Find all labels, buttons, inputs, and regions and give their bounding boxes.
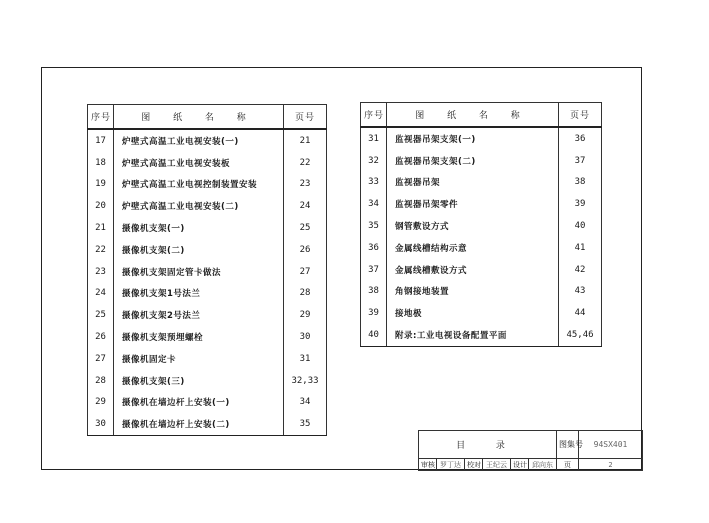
design-signature: 邱向东 [529, 459, 557, 471]
row-title: 钢管敷设方式 [387, 215, 559, 237]
row-num: 34 [361, 193, 387, 215]
row-num: 33 [361, 172, 387, 194]
row-num: 23 [88, 261, 114, 283]
row-page: 23 [284, 174, 327, 196]
title-block-title: 目 录 [419, 431, 557, 459]
review-label: 审核 [419, 459, 437, 471]
table-row [88, 392, 327, 414]
title-block [418, 430, 643, 471]
row-title: 摄像机支架(一) [114, 217, 284, 239]
row-num: 32 [361, 150, 387, 172]
row-num: 28 [88, 370, 114, 392]
table-row [88, 326, 327, 348]
row-page: 45,46 [559, 324, 602, 346]
row-num: 30 [88, 413, 114, 435]
row-page: 43 [559, 281, 602, 303]
check-label: 校对 [465, 459, 483, 471]
row-page: 41 [559, 237, 602, 259]
row-page: 27 [284, 261, 327, 283]
row-title: 金属线槽敷设方式 [387, 259, 559, 281]
table-header [361, 103, 602, 128]
row-num: 25 [88, 304, 114, 326]
row-page: 38 [559, 172, 602, 194]
row-page: 34 [284, 392, 327, 414]
row-title: 炉壁式高温工业电视控制装置安装 [114, 174, 284, 196]
row-num: 39 [361, 302, 387, 324]
row-title: 摄像机支架2号法兰 [114, 304, 284, 326]
index-table-right [360, 102, 602, 347]
row-page: 28 [284, 283, 327, 305]
row-num: 24 [88, 283, 114, 305]
row-page: 25 [284, 217, 327, 239]
row-page: 26 [284, 239, 327, 261]
row-title: 摄像机在墙边杆上安装(一) [114, 392, 284, 414]
table-row [361, 324, 602, 346]
row-title: 摄像机支架(三) [114, 370, 284, 392]
row-num: 37 [361, 259, 387, 281]
atlas-code: 94SX401 [579, 431, 643, 459]
page-label: 页 [557, 459, 579, 471]
atlas-label: 图集号 [557, 431, 579, 459]
row-page: 21 [284, 129, 327, 152]
row-num: 17 [88, 129, 114, 152]
table-row [88, 348, 327, 370]
row-page: 31 [284, 348, 327, 370]
table-row [88, 370, 327, 392]
table-row [88, 261, 327, 283]
row-title: 附录:工业电视设备配置平面 [387, 324, 559, 346]
row-title: 监视器吊架支架(二) [387, 150, 559, 172]
page-number: 2 [579, 459, 643, 471]
row-page: 42 [559, 259, 602, 281]
table-row [88, 195, 327, 217]
row-page: 22 [284, 152, 327, 174]
table-row [361, 281, 602, 303]
table-row [88, 283, 327, 305]
row-page: 36 [559, 127, 602, 150]
row-title: 接地极 [387, 302, 559, 324]
table-row [361, 127, 602, 150]
row-title: 炉壁式高温工业电视安装板 [114, 152, 284, 174]
index-table-left [87, 104, 327, 436]
table-row [361, 215, 602, 237]
row-page: 30 [284, 326, 327, 348]
table-row [88, 174, 327, 196]
row-num: 31 [361, 127, 387, 150]
row-num: 36 [361, 237, 387, 259]
header-name: 图 纸 名 称 [387, 103, 559, 128]
row-num: 22 [88, 239, 114, 261]
check-signature: 王纪云 [483, 459, 511, 471]
row-num: 27 [88, 348, 114, 370]
row-title: 摄像机在墙边杆上安装(二) [114, 413, 284, 435]
row-page: 37 [559, 150, 602, 172]
header-num: 序号 [88, 105, 114, 130]
header-page: 页号 [284, 105, 327, 130]
table-row [361, 237, 602, 259]
row-num: 18 [88, 152, 114, 174]
table-row [88, 152, 327, 174]
row-page: 29 [284, 304, 327, 326]
row-num: 20 [88, 195, 114, 217]
row-num: 40 [361, 324, 387, 346]
row-num: 38 [361, 281, 387, 303]
row-title: 摄像机支架1号法兰 [114, 283, 284, 305]
table-row [361, 150, 602, 172]
row-page: 40 [559, 215, 602, 237]
table-row [361, 259, 602, 281]
row-title: 摄像机支架(二) [114, 239, 284, 261]
row-title: 金属线槽结构示意 [387, 237, 559, 259]
row-num: 35 [361, 215, 387, 237]
header-page: 页号 [559, 103, 602, 128]
table-row [88, 129, 327, 152]
table-row [88, 413, 327, 435]
row-title: 监视器吊架支架(一) [387, 127, 559, 150]
row-num: 21 [88, 217, 114, 239]
design-label: 设计 [511, 459, 529, 471]
row-page: 44 [559, 302, 602, 324]
row-num: 19 [88, 174, 114, 196]
row-title: 摄像机支架预埋螺栓 [114, 326, 284, 348]
row-title: 角钢接地装置 [387, 281, 559, 303]
header-name: 图 纸 名 称 [114, 105, 284, 130]
row-title: 监视器吊架零件 [387, 193, 559, 215]
header-num: 序号 [361, 103, 387, 128]
row-num: 26 [88, 326, 114, 348]
row-page: 32,33 [284, 370, 327, 392]
row-title: 炉壁式高温工业电视安装(一) [114, 129, 284, 152]
table-row [88, 217, 327, 239]
table-row [88, 304, 327, 326]
row-page: 24 [284, 195, 327, 217]
row-num: 29 [88, 392, 114, 414]
row-page: 35 [284, 413, 327, 435]
table-row [361, 302, 602, 324]
row-title: 监视器吊架 [387, 172, 559, 194]
table-row [361, 193, 602, 215]
table-row [88, 239, 327, 261]
row-page: 39 [559, 193, 602, 215]
table-header [88, 105, 327, 130]
table-row [361, 172, 602, 194]
row-title: 摄像机固定卡 [114, 348, 284, 370]
review-signature: 罗丁达 [437, 459, 465, 471]
row-title: 炉壁式高温工业电视安装(二) [114, 195, 284, 217]
row-title: 摄像机支架固定管卡做法 [114, 261, 284, 283]
